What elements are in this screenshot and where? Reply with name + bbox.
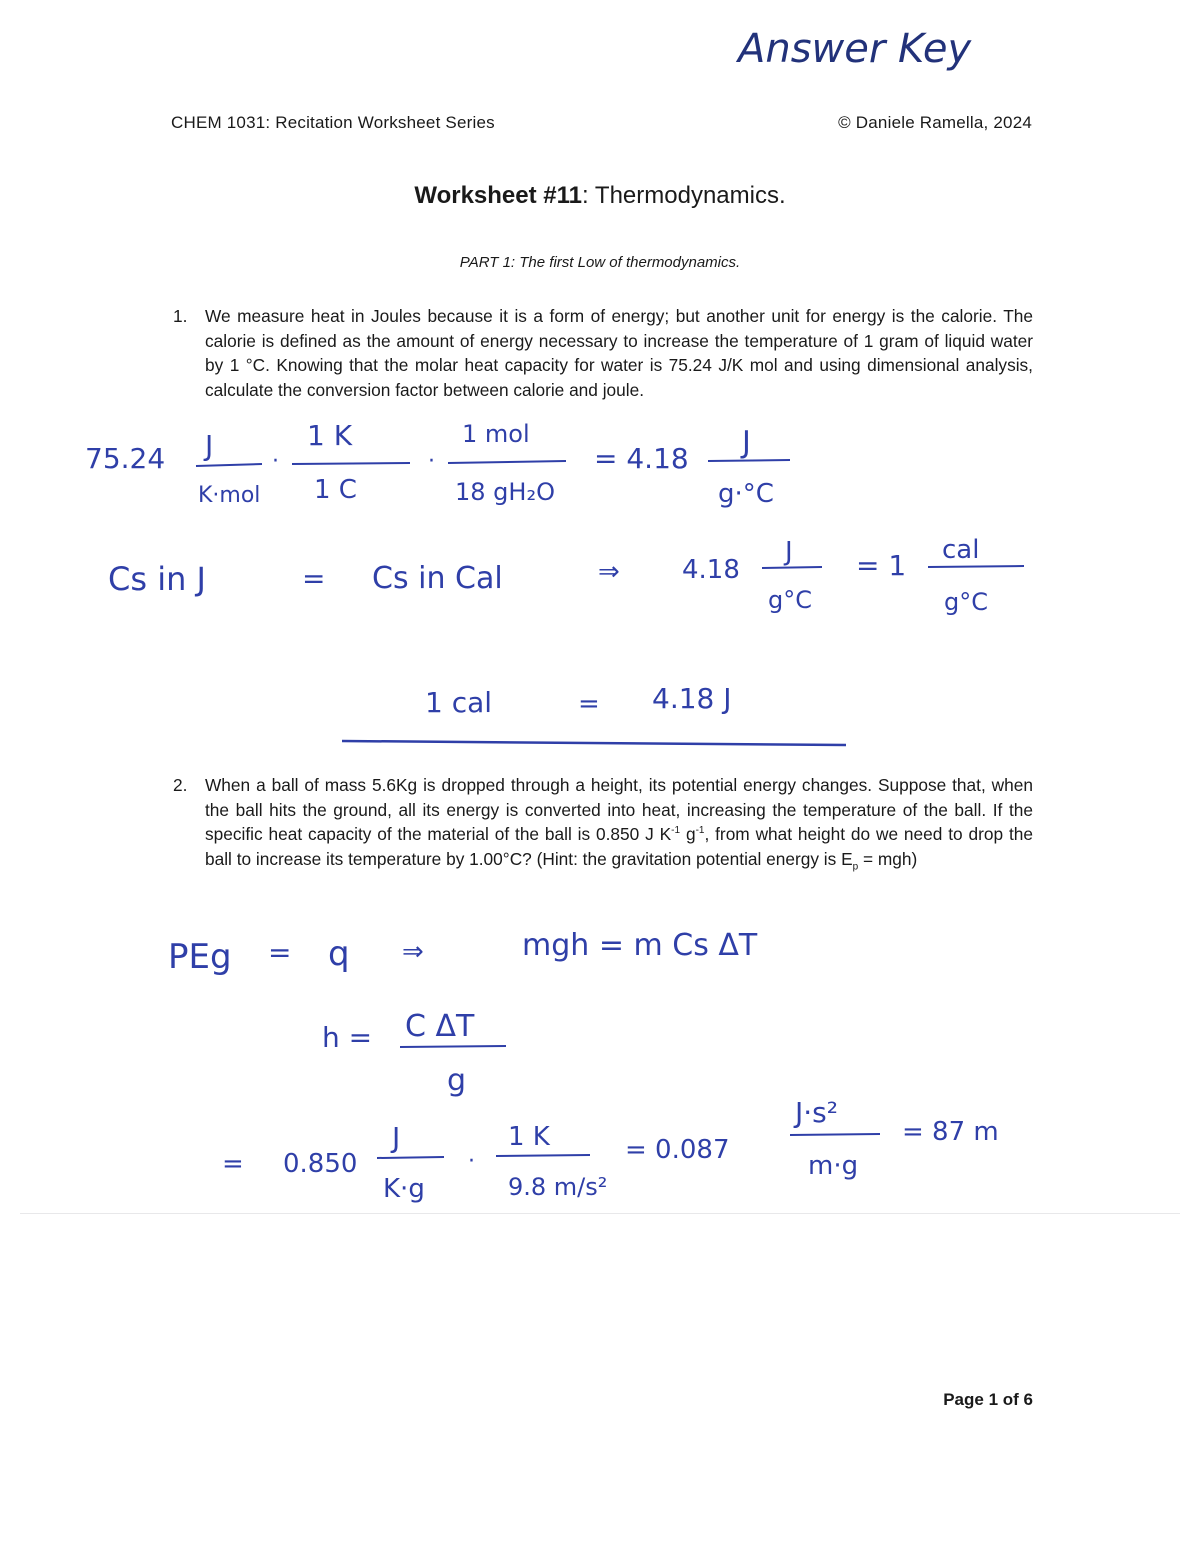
hw-text: PEg [168,937,232,977]
fraction-bar [708,460,790,461]
hw-fraction-den: 9.8 m/s² [508,1173,608,1201]
page-of: of [998,1390,1024,1409]
hw-eq: = [302,562,326,595]
hw-result: = 0.087 [625,1135,730,1165]
hw-fraction-num: J [785,537,793,567]
hw-fraction-num: cal [942,535,980,565]
hw-text: 4.18 J [652,682,732,715]
fraction-bar [400,1046,506,1047]
hw-fraction-den: g°C [768,586,812,614]
hw-fraction-den: m·g [808,1151,859,1181]
hw-result: = 4.18 [594,442,689,475]
hw-number: 4.18 [682,555,740,585]
copyright-header: © Daniele Ramella, 2024 [838,113,1032,132]
hw-fraction-num: C ΔT [405,1009,475,1044]
page-number [943,1390,1033,1410]
hw-fraction-den: 18 gH₂O [455,478,555,506]
hw-fraction-den: g°C [944,588,988,616]
fraction-bar [762,567,822,568]
question-text-part: = mgh) [858,848,918,869]
hw-arrow: ⇒ [402,937,424,967]
hw-fraction-den: g [447,1063,467,1098]
worksheet-topic: : Thermodynamics. [582,182,786,209]
total-pages: 6 [1023,1390,1033,1409]
hw-fraction-num: J·s² [795,1096,838,1129]
hw-fraction-den: 1 C [314,475,357,505]
current-page: 1 [988,1390,999,1409]
worksheet-number: Worksheet #11 [414,182,583,209]
question-number: 2. [173,775,188,795]
hw-text: mgh = m Cs ΔT [522,928,758,963]
course-series-header: CHEM 1031: Recitation Worksheet Series [171,113,495,132]
hw-fraction-num: J [742,425,751,460]
question-number: 1. [173,306,188,326]
answer-underline [342,741,846,745]
hw-dot: · [428,449,435,474]
hw-fraction-num: J [205,429,214,462]
superscript: -1 [671,825,681,837]
part-heading: PART 1: The first Low of thermodynamics. [459,254,741,271]
hw-text: q [328,934,350,974]
question-text [205,773,1033,871]
question-text-part: , from what height do we need to drop the ball to increase its temperature by 1.00°C? (Hint: the gravitation potential energy is E [205,824,1033,869]
hw-number: 0.850 [283,1149,358,1179]
answer-key-text: Answer Key [738,26,972,72]
question-text-part: g [680,824,696,844]
hw-fraction-num: J [392,1121,401,1154]
hw-text: Cs in Cal [372,561,503,596]
hw-dot: · [468,1149,475,1174]
hw-fraction-den: g·°C [718,479,774,509]
fraction-bar [928,566,1024,567]
question-text: We measure heat in Joules because it is a form of energy; but another unit for energy is the calorie. The calorie is defined as the amount of energy necessary to increase the temperature of 1 gram of liquid water by 1 °C. Knowing that the molar heat capacity for water is 75.24 J/K mol and using dimensional analysis, calculate the conversion factor between calorie and joule. [205,306,1033,400]
question-text-part: When a ball of mass 5.6Kg is dropped through a height, its potential energy changes. Suppose that, when the ball hits the ground, all its energy is converted into heat, increasing the temperature of the ball. If the specific heat capacity of the material of the ball is 0.850 J K [205,775,1033,844]
hw-eq: = [578,689,600,719]
hw-fraction-num: 1 K [508,1122,550,1152]
hw-arrow: ⇒ [598,557,620,587]
hw-final-result: = 87 m [902,1117,999,1147]
hw-fraction-den: K·g [383,1174,425,1204]
fraction-bar [377,1157,444,1158]
hw-eq: = [222,1149,244,1179]
fraction-bar [790,1134,880,1135]
hw-text: Cs in J [108,560,206,598]
question-2 [173,773,1033,871]
scan-divider [20,1213,1180,1214]
hw-text: h = [322,1021,373,1054]
superscript: -1 [695,825,705,837]
hw-dot: · [272,449,279,474]
fraction-bar [292,463,410,464]
hw-fraction-den: K·mol [198,483,261,508]
fraction-bar [196,464,262,466]
fraction-bar [448,461,566,463]
page-label: Page [943,1390,989,1409]
worksheet-title [0,182,1200,210]
hw-number: 75.24 [85,442,166,475]
hw-eq: = [268,936,292,969]
answer-key-stamp [0,0,1200,120]
subscript: p [852,860,859,872]
fraction-bar [496,1155,590,1156]
hw-fraction-num: 1 mol [462,420,530,448]
question-1 [173,304,1033,402]
hw-text: 1 cal [425,686,493,719]
hw-eq: = 1 [856,549,907,582]
hw-fraction-num: 1 K [307,419,353,452]
